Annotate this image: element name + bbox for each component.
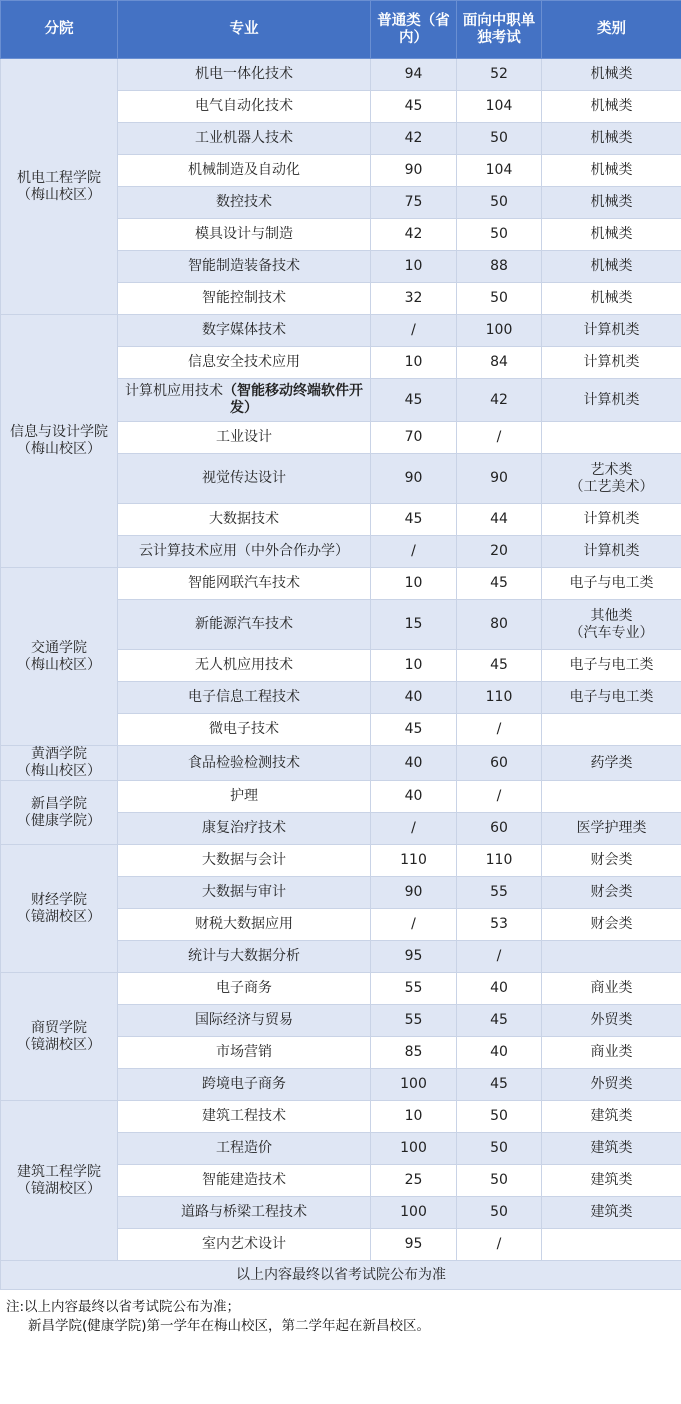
major-cell xyxy=(118,59,371,91)
college-cell xyxy=(1,781,118,845)
general-quota-cell: 42 xyxy=(371,123,457,155)
vocational-quota-cell: 84 xyxy=(457,347,542,379)
general-quota-cell: 95 xyxy=(371,941,457,973)
major-name: 智能控制技术 xyxy=(202,290,286,306)
general-quota-cell: 70 xyxy=(371,422,457,454)
category-name: 药学类 xyxy=(590,754,633,771)
category-name: 艺术类 xyxy=(590,461,633,478)
vocational-quota-cell: 55 xyxy=(457,877,542,909)
major-name: 财税大数据应用 xyxy=(195,916,293,932)
major-name: 大数据技术 xyxy=(209,511,279,527)
category-name: 计算机类 xyxy=(583,391,640,408)
major-cell xyxy=(118,536,371,568)
major-cell xyxy=(118,1101,371,1133)
college-cell xyxy=(1,315,118,568)
major-cell xyxy=(118,123,371,155)
vocational-quota-cell: 44 xyxy=(457,504,542,536)
category-cell xyxy=(542,155,681,187)
major-cell xyxy=(118,781,371,813)
category-name: 机械类 xyxy=(590,226,633,242)
college-cell xyxy=(1,1101,118,1261)
category-cell xyxy=(542,650,681,682)
vocational-quota-cell: 88 xyxy=(457,251,542,283)
notes xyxy=(0,1290,681,1336)
major-cell xyxy=(118,714,371,746)
major-name: 电子商务 xyxy=(216,980,272,996)
table-row xyxy=(1,315,681,347)
major-cell xyxy=(118,91,371,123)
category-name: 建筑类 xyxy=(590,1140,633,1156)
category-note: （工艺美术） xyxy=(569,478,654,495)
major-cell xyxy=(118,682,371,714)
major-name: 数字媒体技术 xyxy=(202,322,286,338)
category-cell xyxy=(542,714,681,746)
major-cell xyxy=(118,650,371,682)
major-name: 新能源汽车技术 xyxy=(195,616,293,632)
category-cell xyxy=(542,283,681,315)
college-name: 建筑工程学院 xyxy=(17,1163,101,1180)
major-cell xyxy=(118,251,371,283)
major-cell xyxy=(118,568,371,600)
major-cell xyxy=(118,746,371,781)
general-quota-cell: / xyxy=(371,315,457,347)
vocational-quota-cell: 45 xyxy=(457,650,542,682)
college-name: 交通学院 xyxy=(31,639,87,656)
major-name: 建筑工程技术 xyxy=(202,1108,286,1124)
major-name: 电子信息工程技术 xyxy=(188,689,300,705)
category-cell xyxy=(542,347,681,379)
major-name: 大数据与审计 xyxy=(202,884,286,900)
vocational-quota-cell: 40 xyxy=(457,1037,542,1069)
major-cell xyxy=(118,1165,371,1197)
category-name: 机械类 xyxy=(590,66,633,82)
major-cell xyxy=(118,187,371,219)
major-cell xyxy=(118,600,371,650)
header-category: 类别 xyxy=(542,1,681,59)
vocational-quota-cell: 40 xyxy=(457,973,542,1005)
vocational-quota-cell: 60 xyxy=(457,746,542,781)
college-campus: （镜湖校区） xyxy=(17,908,101,925)
vocational-quota-cell: 80 xyxy=(457,600,542,650)
general-quota-cell: 94 xyxy=(371,59,457,91)
major-cell xyxy=(118,454,371,504)
vocational-quota-cell: 50 xyxy=(457,219,542,251)
category-cell xyxy=(542,909,681,941)
category-name: 计算机类 xyxy=(583,354,640,370)
major-cell xyxy=(118,1133,371,1165)
category-cell xyxy=(542,123,681,155)
table-row xyxy=(1,746,681,781)
major-cell xyxy=(118,315,371,347)
category-name: 建筑类 xyxy=(590,1204,633,1220)
major-cell xyxy=(118,909,371,941)
general-quota-cell: 10 xyxy=(371,1101,457,1133)
category-name: 电子与电工类 xyxy=(569,689,654,705)
category-cell xyxy=(542,536,681,568)
major-name: 模具设计与制造 xyxy=(195,226,293,242)
major-cell xyxy=(118,877,371,909)
major-name: 智能网联汽车技术 xyxy=(188,575,300,591)
college-cell xyxy=(1,845,118,973)
vocational-quota-cell: 50 xyxy=(457,187,542,219)
table-row xyxy=(1,1101,681,1133)
major-name: 大数据与会计 xyxy=(202,852,286,868)
category-cell xyxy=(542,59,681,91)
major-cell xyxy=(118,973,371,1005)
category-cell xyxy=(542,877,681,909)
general-quota-cell: 10 xyxy=(371,347,457,379)
general-quota-cell: 40 xyxy=(371,746,457,781)
college-cell xyxy=(1,59,118,315)
major-cell xyxy=(118,941,371,973)
college-name: 黄酒学院 xyxy=(31,746,87,762)
vocational-quota-cell: 45 xyxy=(457,568,542,600)
table-row xyxy=(1,845,681,877)
major-cell xyxy=(118,219,371,251)
college-campus: （镜湖校区） xyxy=(17,1180,101,1197)
category-name: 机械类 xyxy=(590,194,633,210)
header-college: 分院 xyxy=(1,1,118,59)
major-cell xyxy=(118,1197,371,1229)
major-name: 国际经济与贸易 xyxy=(195,1012,293,1028)
general-quota-cell: 10 xyxy=(371,568,457,600)
category-cell xyxy=(542,682,681,714)
general-quota-cell: 15 xyxy=(371,600,457,650)
table-row xyxy=(1,59,681,91)
category-cell xyxy=(542,504,681,536)
category-name: 商业类 xyxy=(590,1044,633,1060)
major-name: 室内艺术设计 xyxy=(202,1236,286,1252)
vocational-quota-cell: 45 xyxy=(457,1069,542,1101)
category-cell xyxy=(542,973,681,1005)
category-name: 财会类 xyxy=(590,884,633,900)
general-quota-cell: 90 xyxy=(371,155,457,187)
category-cell xyxy=(542,315,681,347)
category-name: 计算机类 xyxy=(583,322,640,338)
category-name: 财会类 xyxy=(590,916,633,932)
table-row xyxy=(1,568,681,600)
vocational-quota-cell: 104 xyxy=(457,155,542,187)
table-body xyxy=(1,59,681,1261)
vocational-quota-cell: 50 xyxy=(457,283,542,315)
vocational-quota-cell: 90 xyxy=(457,454,542,504)
category-cell xyxy=(542,1101,681,1133)
general-quota-cell: 10 xyxy=(371,650,457,682)
major-name: 智能制造装备技术 xyxy=(188,258,300,274)
vocational-quota-cell: 42 xyxy=(457,379,542,422)
college-campus: （梅山校区） xyxy=(17,441,101,457)
major-name: 信息安全技术应用 xyxy=(188,354,300,370)
category-cell xyxy=(542,422,681,454)
category-name: 电子与电工类 xyxy=(569,575,654,591)
category-cell xyxy=(542,1005,681,1037)
vocational-quota-cell: / xyxy=(457,941,542,973)
general-quota-cell: 45 xyxy=(371,91,457,123)
college-cell xyxy=(1,746,118,781)
college-campus: （梅山校区） xyxy=(17,763,101,779)
college-campus: （镜湖校区） xyxy=(17,1036,101,1053)
header-general: 普通类（省内） xyxy=(371,1,457,59)
category-cell xyxy=(542,91,681,123)
major-cell xyxy=(118,422,371,454)
college-cell xyxy=(1,568,118,746)
major-name: 工业设计 xyxy=(216,429,272,445)
general-quota-cell: 100 xyxy=(371,1197,457,1229)
vocational-quota-cell: 20 xyxy=(457,536,542,568)
general-quota-cell: / xyxy=(371,909,457,941)
major-name: 工业机器人技术 xyxy=(195,130,293,146)
college-name: 财经学院 xyxy=(31,891,87,908)
category-name: 电子与电工类 xyxy=(569,657,654,673)
category-cell xyxy=(542,1229,681,1261)
major-cell xyxy=(118,1005,371,1037)
college-name: 新昌学院 xyxy=(31,795,87,812)
major-name: 市场营销 xyxy=(216,1044,272,1060)
major-name: 计算机应用技术 xyxy=(125,383,223,399)
vocational-quota-cell: 50 xyxy=(457,1165,542,1197)
major-name: 智能建造技术 xyxy=(202,1172,286,1188)
vocational-quota-cell: 60 xyxy=(457,813,542,845)
major-name: 数控技术 xyxy=(216,194,272,210)
major-cell xyxy=(118,347,371,379)
category-name: 机械类 xyxy=(590,290,633,306)
category-cell xyxy=(542,454,681,504)
major-name: 道路与桥梁工程技术 xyxy=(181,1204,307,1220)
category-cell xyxy=(542,187,681,219)
category-name: 医学护理类 xyxy=(576,820,647,836)
category-cell xyxy=(542,251,681,283)
general-quota-cell: 75 xyxy=(371,187,457,219)
major-name: 康复治疗技术 xyxy=(202,820,286,836)
college-name: 商贸学院 xyxy=(31,1019,87,1036)
general-quota-cell: 25 xyxy=(371,1165,457,1197)
category-cell xyxy=(542,1037,681,1069)
vocational-quota-cell: / xyxy=(457,422,542,454)
category-note: （汽车专业） xyxy=(569,624,654,641)
category-name: 机械类 xyxy=(590,162,633,178)
general-quota-cell: 85 xyxy=(371,1037,457,1069)
general-quota-cell: 40 xyxy=(371,682,457,714)
general-quota-cell: 55 xyxy=(371,973,457,1005)
major-cell xyxy=(118,1037,371,1069)
general-quota-cell: / xyxy=(371,536,457,568)
general-quota-cell: 42 xyxy=(371,219,457,251)
vocational-quota-cell: 104 xyxy=(457,91,542,123)
footer-note: 以上内容最终以省考试院公布为准 xyxy=(1,1261,681,1290)
category-cell xyxy=(542,746,681,781)
major-note: （智能移动终端软件开发） xyxy=(223,383,363,416)
vocational-quota-cell: 110 xyxy=(457,682,542,714)
vocational-quota-cell: / xyxy=(457,714,542,746)
category-cell xyxy=(542,219,681,251)
header-vocational: 面向中职单独考试 xyxy=(457,1,542,59)
category-name: 外贸类 xyxy=(590,1012,633,1028)
vocational-quota-cell: 50 xyxy=(457,1197,542,1229)
major-name: 统计与大数据分析 xyxy=(188,948,300,964)
general-quota-cell: 100 xyxy=(371,1133,457,1165)
general-quota-cell: 10 xyxy=(371,251,457,283)
general-quota-cell: 45 xyxy=(371,504,457,536)
general-quota-cell: 40 xyxy=(371,781,457,813)
category-cell xyxy=(542,1165,681,1197)
general-quota-cell: 90 xyxy=(371,454,457,504)
major-cell xyxy=(118,283,371,315)
category-cell xyxy=(542,600,681,650)
category-name: 机械类 xyxy=(590,258,633,274)
college-campus: （梅山校区） xyxy=(17,656,101,673)
category-name: 建筑类 xyxy=(590,1172,633,1188)
general-quota-cell: 32 xyxy=(371,283,457,315)
major-cell xyxy=(118,813,371,845)
major-name: 跨境电子商务 xyxy=(202,1076,286,1092)
category-name: 商业类 xyxy=(590,980,633,996)
major-name: 工程造价 xyxy=(216,1140,272,1156)
major-name: 食品检验检测技术 xyxy=(188,754,300,771)
major-name: 云计算技术应用（中外合作办学） xyxy=(139,543,349,559)
general-quota-cell: 110 xyxy=(371,845,457,877)
category-name: 机械类 xyxy=(590,130,633,146)
category-cell xyxy=(542,1197,681,1229)
college-cell xyxy=(1,973,118,1101)
note-line-2: 新昌学院(健康学院)第一学年在梅山校区，第二学年起在新昌校区。 xyxy=(28,1318,431,1334)
major-cell xyxy=(118,155,371,187)
major-name: 机电一体化技术 xyxy=(195,66,293,82)
college-campus: （健康学院） xyxy=(17,812,101,829)
category-name: 财会类 xyxy=(590,852,633,868)
general-quota-cell: 55 xyxy=(371,1005,457,1037)
major-name: 机械制造及自动化 xyxy=(188,162,300,178)
vocational-quota-cell: 50 xyxy=(457,1133,542,1165)
major-name: 微电子技术 xyxy=(209,721,279,737)
category-cell xyxy=(542,941,681,973)
category-cell xyxy=(542,379,681,422)
table-row xyxy=(1,781,681,813)
category-name: 外贸类 xyxy=(590,1076,633,1092)
category-cell xyxy=(542,813,681,845)
major-cell xyxy=(118,845,371,877)
major-name: 视觉传达设计 xyxy=(202,470,286,486)
vocational-quota-cell: / xyxy=(457,781,542,813)
general-quota-cell: 95 xyxy=(371,1229,457,1261)
college-name: 机电工程学院 xyxy=(17,169,101,186)
major-cell xyxy=(118,504,371,536)
table-row xyxy=(1,973,681,1005)
general-quota-cell: 45 xyxy=(371,379,457,422)
vocational-quota-cell: 50 xyxy=(457,123,542,155)
major-name: 电气自动化技术 xyxy=(195,98,293,114)
category-name: 计算机类 xyxy=(583,543,640,559)
category-cell xyxy=(542,845,681,877)
category-cell xyxy=(542,568,681,600)
general-quota-cell: 45 xyxy=(371,714,457,746)
category-cell xyxy=(542,1133,681,1165)
general-quota-cell: 90 xyxy=(371,877,457,909)
vocational-quota-cell: 45 xyxy=(457,1005,542,1037)
category-name: 计算机类 xyxy=(583,511,640,527)
major-cell xyxy=(118,1069,371,1101)
vocational-quota-cell: 100 xyxy=(457,315,542,347)
note-line-1: 注:以上内容最终以省考试院公布为准； xyxy=(6,1299,241,1315)
header-major: 专业 xyxy=(118,1,371,59)
category-name: 建筑类 xyxy=(590,1108,633,1124)
general-quota-cell: 100 xyxy=(371,1069,457,1101)
category-cell xyxy=(542,1069,681,1101)
vocational-quota-cell: 50 xyxy=(457,1101,542,1133)
vocational-quota-cell: 53 xyxy=(457,909,542,941)
footer-row xyxy=(1,1261,681,1290)
general-quota-cell: / xyxy=(371,813,457,845)
vocational-quota-cell: 110 xyxy=(457,845,542,877)
category-name: 其他类 xyxy=(590,607,633,624)
category-name: 机械类 xyxy=(590,98,633,114)
vocational-quota-cell: 52 xyxy=(457,59,542,91)
major-name: 护理 xyxy=(230,788,258,804)
college-name: 信息与设计学院 xyxy=(10,424,108,440)
category-cell xyxy=(542,781,681,813)
major-cell xyxy=(118,379,371,422)
vocational-quota-cell: / xyxy=(457,1229,542,1261)
major-name: 无人机应用技术 xyxy=(195,657,293,673)
college-campus: （梅山校区） xyxy=(17,186,101,203)
table-header-row xyxy=(1,1,681,59)
major-cell xyxy=(118,1229,371,1261)
